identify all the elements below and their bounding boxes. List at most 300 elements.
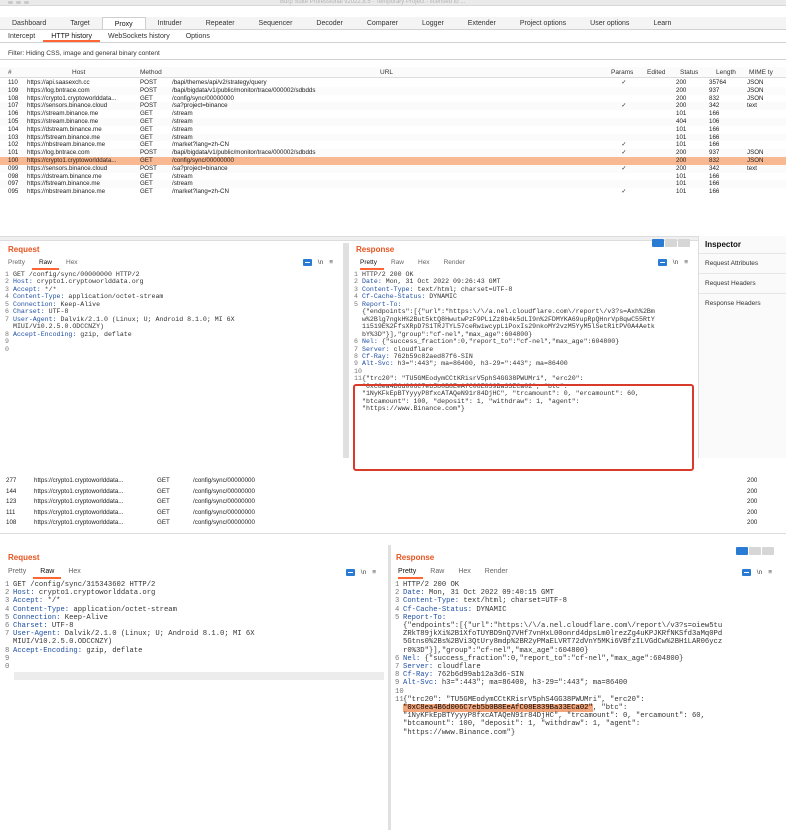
cell-status: 101 <box>676 133 687 141</box>
code-line <box>5 338 340 345</box>
header-value: MIUI/V10.2.5.0.ODCCNZY) <box>13 638 113 647</box>
actions-icon[interactable] <box>303 259 312 266</box>
menu-icon[interactable]: ≡ <box>329 259 333 266</box>
layout-vertical-icon[interactable] <box>678 239 690 247</box>
line-number: 7 <box>5 630 10 639</box>
cell-host: https://crypto1.cryptoworlddata... <box>34 487 124 495</box>
header-name: Cf-Cache-Status: <box>403 605 473 614</box>
request-editor[interactable] <box>5 271 340 353</box>
cell-mime: text <box>747 102 757 110</box>
cell-host: https://sensors.binance.cloud <box>27 102 108 110</box>
response-editor[interactable] <box>395 581 783 737</box>
header-value: UTF-8 <box>47 622 74 631</box>
newline-toggle-icon[interactable]: \n <box>672 259 679 266</box>
request-title: Request <box>8 245 40 254</box>
header-value: */* <box>43 597 61 606</box>
line-number: 7 <box>354 345 358 353</box>
line-number: 3 <box>5 597 10 606</box>
code-line <box>395 688 783 696</box>
header-value: HTTP/2 200 OK <box>362 271 414 278</box>
line-text <box>403 597 567 605</box>
main-tab-decoder[interactable]: Decoder <box>316 20 343 27</box>
header-name: Host: <box>13 589 35 598</box>
pane-divider[interactable] <box>388 545 391 830</box>
code-line <box>354 331 694 338</box>
line-text <box>403 638 722 646</box>
layout-horizontal-icon[interactable] <box>665 239 677 247</box>
table-row[interactable] <box>0 518 786 529</box>
main-tab-sequencer[interactable]: Sequencer <box>258 20 293 27</box>
table-row[interactable] <box>0 497 786 508</box>
line-text <box>362 323 655 330</box>
newline-toggle-icon[interactable]: \n <box>317 259 324 266</box>
table-row[interactable] <box>0 102 786 110</box>
cell-num: 102 <box>8 141 19 149</box>
line-number: 4 <box>5 605 10 614</box>
header-value: ZRkT89jkXi%2B1XfoTUYBD9nQ7VHf7vnHxL00onrd4dpsLm0lrezZg4uKPJKRfNKSfd3aMq0Pd <box>403 630 723 639</box>
line-number: 3 <box>395 597 400 606</box>
header-name: User-Agent: <box>13 630 61 639</box>
col-header-host[interactable]: Host <box>72 69 86 76</box>
cell-status: 200 <box>747 498 758 505</box>
header-name: Content-Type: <box>403 597 460 606</box>
layout-toggle[interactable] <box>652 239 690 247</box>
table-row[interactable] <box>0 165 786 173</box>
line-text <box>13 630 255 638</box>
header-name: Report-To: <box>403 613 447 622</box>
tab-hex[interactable]: Hex <box>66 259 78 266</box>
code-line <box>354 278 694 285</box>
line-number: 4 <box>5 293 9 301</box>
code-line <box>354 375 694 382</box>
cell-status: 200 <box>676 94 687 102</box>
table-row[interactable] <box>0 173 786 181</box>
tab-raw[interactable]: Raw <box>33 567 61 579</box>
code-line <box>395 581 783 589</box>
cell-num: 106 <box>8 110 19 118</box>
cell-host: https://log.bntrace.com <box>27 149 90 157</box>
inspector-item-request-attributes[interactable]: Request Attributes <box>699 253 786 273</box>
cell-num: 097 <box>8 180 19 188</box>
line-number: 0 <box>5 345 9 353</box>
tab-raw[interactable]: Raw <box>430 568 445 575</box>
cell-status: 200 <box>676 79 687 86</box>
request-view-tabs <box>8 567 88 579</box>
table-row[interactable] <box>0 141 786 149</box>
line-text <box>13 271 140 278</box>
header-value: "1NyKFkEpBTYyyyP8fxcATAQeN91r84DjHC", "trcamount": 0, "ercamount": 60, <box>362 390 639 398</box>
main-tab-comparer[interactable]: Comparer <box>366 20 398 27</box>
code-line <box>354 346 694 353</box>
line-number: 8 <box>5 330 9 338</box>
cell-method: GET <box>157 498 170 505</box>
pane-divider[interactable] <box>343 243 349 458</box>
menu-icon[interactable]: ≡ <box>372 569 376 576</box>
window-minimize-icon[interactable] <box>16 1 21 4</box>
main-tab-logger[interactable]: Logger <box>422 20 444 27</box>
code-line <box>354 360 694 367</box>
cell-num: 123 <box>6 498 17 505</box>
window-close-icon[interactable] <box>8 1 13 4</box>
col-header-length[interactable]: Length <box>716 69 736 76</box>
request-pane-2 <box>0 545 388 830</box>
line-number: 9 <box>5 654 10 663</box>
header-name: Alt-Svc: <box>362 360 394 368</box>
history-table-body <box>0 79 786 196</box>
code-line <box>5 308 340 315</box>
code-line <box>354 338 694 345</box>
col-header-num[interactable]: # <box>8 69 12 76</box>
inspector-item-request-headers[interactable]: Request Headers <box>699 273 786 293</box>
table-row[interactable] <box>0 134 786 142</box>
layout-split-icon[interactable] <box>736 547 748 555</box>
cell-url: /bapi/bigdata/v1/public/monitor/trace/000002/sdbdds <box>172 86 316 94</box>
line-text <box>362 293 457 300</box>
header-value: 762b59c82aed87f6-SIN <box>389 352 473 360</box>
col-header-edited[interactable]: Edited <box>647 69 666 76</box>
cell-url: /market?lang=zh-CN <box>172 188 229 196</box>
cell-host: https://crypto1.cryptoworlddata... <box>34 519 124 526</box>
header-name: Date: <box>403 589 425 598</box>
cell-mime: JSON <box>747 79 764 86</box>
line-number: 7 <box>5 315 9 323</box>
inspector-title: Inspector <box>705 240 742 249</box>
cell-host: https://stream.binance.me <box>27 117 99 125</box>
cell-url: /bapi/themes/api/v2/strategy/query <box>172 79 267 86</box>
cell-num: 110 <box>8 79 18 86</box>
line-number: 11 <box>395 695 404 704</box>
cell-url: /bapi/bigdata/v1/public/monitor/trace/000002/sdbdds <box>172 149 316 157</box>
header-value: DYNAMIC <box>425 293 457 301</box>
line-number <box>395 622 403 630</box>
header-value: UTF-8 <box>44 308 69 316</box>
line-text <box>403 630 722 638</box>
line-text <box>403 606 507 614</box>
header-name: Alt-Svc: <box>403 679 438 688</box>
tab-hex[interactable]: Hex <box>418 259 430 266</box>
table-row[interactable] <box>0 87 786 95</box>
menu-icon[interactable]: ≡ <box>684 259 688 266</box>
sub-tab-options[interactable]: Options <box>185 33 210 40</box>
inspector-item-response-headers[interactable]: Response Headers <box>699 293 786 313</box>
request-title: Request <box>8 553 40 562</box>
cell-url: /sa?project=binance <box>172 164 228 172</box>
header-value: "1NyKFkEpBTYyyyP8fxcATAQeN91r84DjHC", "trcamount": 0, "ercamount": 60, <box>403 712 705 721</box>
tab-hex[interactable]: Hex <box>458 568 471 575</box>
response-title: Response <box>396 553 435 562</box>
line-number <box>395 630 403 638</box>
line-number <box>354 331 362 338</box>
actions-icon[interactable] <box>346 569 355 576</box>
line-text <box>403 655 683 663</box>
table-row[interactable] <box>0 79 786 87</box>
header-value: Mon, 31 Oct 2022 09:40:15 GMT <box>424 589 554 598</box>
header-name: Accept-Encoding: <box>13 330 77 338</box>
code-line <box>5 614 385 622</box>
header-value: "https://www.Binance.com"} <box>403 728 516 737</box>
cell-length: 166 <box>709 180 720 188</box>
line-number: 9 <box>354 360 358 368</box>
code-line <box>395 622 783 630</box>
line-text <box>403 589 554 597</box>
line-number: 2 <box>5 589 10 598</box>
line-number: 1 <box>5 271 9 278</box>
tab-pretty[interactable]: Pretty <box>360 258 384 270</box>
current-line-highlight <box>14 672 384 680</box>
cell-params: ✓ <box>621 79 627 86</box>
col-header-mime[interactable]: MIME ty <box>749 69 773 76</box>
table-row[interactable] <box>0 149 786 157</box>
line-number: 2 <box>354 278 358 286</box>
search-results-table <box>0 476 786 529</box>
line-number: 10 <box>354 367 362 375</box>
cell-mime: JSON <box>747 94 764 102</box>
sub-tab-websockets-history[interactable]: WebSockets history <box>107 33 170 40</box>
newline-toggle-icon[interactable]: \n <box>756 569 763 576</box>
code-line <box>395 606 783 614</box>
cell-length: 342 <box>709 164 720 172</box>
table-row[interactable] <box>0 157 786 165</box>
cell-method: GET <box>157 487 170 495</box>
header-value: 5Gtns0%2Bs%2BVi3QtUry8mdp%2BR2yPMaELVRT72dVnY5MKi6VBfzILVGdCw%2BH1LAR06ycz <box>403 638 723 647</box>
inspector-panel <box>698 236 786 458</box>
line-number <box>354 323 362 330</box>
line-number: 6 <box>395 654 400 663</box>
highlight-box <box>353 384 694 471</box>
main-tab-intruder[interactable]: Intruder <box>157 20 182 27</box>
header-value: Dalvik/2.1.0 (Linux; U; Android 8.1.0; MI 6X <box>60 630 255 639</box>
col-header-method[interactable]: Method <box>140 69 162 76</box>
tab-render[interactable]: Render <box>484 568 508 575</box>
header-name: Server: <box>403 663 434 672</box>
code-line <box>5 316 340 323</box>
line-text <box>13 606 177 614</box>
request-editor[interactable] <box>5 581 385 671</box>
header-value: crypto1.cryptoworlddata.org <box>32 278 144 286</box>
header-value: w%2Blg7ngkH%2But5ktQ8HwutwPzF9PLiZz8b4k5dLI9n%2FDMYKA69upRpQHnrVp8qwC55RtY <box>362 315 655 323</box>
line-number <box>5 323 13 330</box>
table-row[interactable] <box>0 508 786 519</box>
cell-num: 108 <box>6 519 17 526</box>
window-maximize-icon[interactable] <box>24 1 29 4</box>
filter-bar[interactable]: Filter: Hiding CSS, image and general binary content <box>0 48 786 60</box>
table-row[interactable] <box>0 487 786 498</box>
cell-method: GET <box>140 172 153 180</box>
main-tab-proxy[interactable]: Proxy <box>102 17 146 29</box>
cell-method: GET <box>140 141 153 149</box>
layout-vertical-icon[interactable] <box>762 547 774 555</box>
line-text <box>403 712 705 720</box>
table-row[interactable] <box>0 95 786 103</box>
code-line <box>5 581 385 589</box>
cell-num: 104 <box>8 125 19 133</box>
code-line <box>395 671 783 679</box>
line-text <box>403 679 627 687</box>
line-text <box>362 301 402 308</box>
code-line <box>354 271 694 278</box>
tab-hex[interactable]: Hex <box>68 568 81 575</box>
cell-host: https://crypto1.cryptoworlddata... <box>27 94 117 102</box>
header-value: bY%3D"}],"group":"cf-nel","max_age":604800} <box>362 330 533 338</box>
cell-length: 166 <box>709 133 720 141</box>
cell-params: ✓ <box>621 149 627 157</box>
code-line <box>5 606 385 614</box>
line-text <box>403 671 524 679</box>
col-header-url[interactable]: URL <box>380 69 394 76</box>
header-value: GET /config/sync/00000000 HTTP/2 <box>13 271 140 278</box>
line-text <box>403 720 640 728</box>
cell-url: /config/sync/00000000 <box>193 498 255 505</box>
table-row[interactable] <box>0 188 786 196</box>
main-tab-repeater[interactable]: Repeater <box>205 20 235 27</box>
main-tab-user-options[interactable]: User options <box>590 20 630 27</box>
line-number: 2 <box>5 278 9 286</box>
cell-num: 100 <box>8 156 19 164</box>
line-text <box>362 346 433 353</box>
line-text <box>362 316 655 323</box>
line-text <box>362 360 568 367</box>
cell-length: 35764 <box>709 79 727 86</box>
code-line <box>5 286 340 293</box>
newline-toggle-icon[interactable]: \n <box>360 569 367 576</box>
line-number <box>354 308 362 315</box>
main-tab-target[interactable]: Target <box>70 20 90 27</box>
header-name: Accept-Encoding: <box>13 646 83 655</box>
cell-length: 937 <box>709 149 720 157</box>
response-pane-2 <box>392 545 786 830</box>
header-value: {"endpoints":[{"url":"https:\/\/a.nel.cloudflare.com\/report\/v3?s=oiew5tu <box>403 622 723 631</box>
cell-method: GET <box>140 125 153 133</box>
header-value: Keep-Alive <box>56 300 101 308</box>
sub-tab-intercept[interactable]: Intercept <box>8 33 36 40</box>
highlighted-match: "0xC8ea4B6d006C7eb5b0B8EeAfC08E839Ba33ECa02" <box>403 704 593 713</box>
code-line <box>395 696 783 704</box>
request-pane-1 <box>0 243 343 473</box>
line-text <box>362 286 512 293</box>
main-tab-dashboard[interactable]: Dashboard <box>12 20 47 27</box>
sub-tab-http-history[interactable]: HTTP history <box>43 31 100 42</box>
line-text <box>13 581 155 589</box>
main-tab-project-options[interactable]: Project options <box>519 20 567 27</box>
cell-status: 101 <box>676 141 687 149</box>
table-row[interactable] <box>0 118 786 126</box>
tab-raw[interactable]: Raw <box>32 258 59 270</box>
cell-num: 095 <box>8 188 19 196</box>
header-value: Dalvik/2.1.0 (Linux; U; Android 8.1.0; MI 6X <box>56 315 235 323</box>
layout-toggle[interactable] <box>736 547 774 555</box>
cell-url: /config/sync/00000000 <box>193 519 255 526</box>
menu-icon[interactable]: ≡ <box>768 569 772 576</box>
cell-url: /config/sync/00000000 <box>193 508 255 516</box>
line-number: 3 <box>5 285 9 293</box>
cell-host: https://crypto1.cryptoworlddata... <box>34 477 124 484</box>
line-text <box>13 597 60 605</box>
header-value: crypto1.cryptoworlddata.org <box>34 589 156 598</box>
col-header-params[interactable]: Params <box>611 69 634 76</box>
actions-icon[interactable] <box>742 569 751 576</box>
line-number: 9 <box>5 338 9 346</box>
cell-method: GET <box>140 110 153 118</box>
header-name: Nel: <box>362 338 378 346</box>
tab-pretty[interactable]: Pretty <box>8 259 25 266</box>
tab-render[interactable]: Render <box>443 259 465 266</box>
col-header-status[interactable]: Status <box>680 69 699 76</box>
cell-num: 109 <box>8 86 19 94</box>
header-value: cloudflare <box>389 345 434 353</box>
line-number: 8 <box>395 671 400 680</box>
cell-method: POST <box>140 79 157 86</box>
cell-num: 144 <box>6 487 17 495</box>
code-line <box>354 308 694 315</box>
header-value: 1i519E%2FfsXRpD7S1TRJTYL57ceRwiwcypLiPoxIs29nkoMY2vzM5YyM5lSetRitPV0A4Aetk <box>362 323 655 331</box>
cell-method: GET <box>157 508 170 516</box>
header-value: gzip, deflate <box>76 330 132 338</box>
header-value: "https://www.Binance.com"} <box>362 405 465 413</box>
header-value: application/octet-stream <box>64 293 164 301</box>
cell-length: 106 <box>709 117 720 125</box>
line-number: 5 <box>354 300 358 308</box>
layout-split-icon[interactable] <box>652 239 664 247</box>
cell-num: 103 <box>8 133 19 141</box>
cell-status: 101 <box>676 172 687 180</box>
code-line <box>5 293 340 300</box>
code-line <box>395 589 783 597</box>
line-number <box>395 638 403 646</box>
code-line <box>5 589 385 597</box>
cell-url: /stream <box>172 172 193 180</box>
tab-raw[interactable]: Raw <box>390 259 404 266</box>
table-row[interactable] <box>0 110 786 118</box>
cell-url: /config/sync/00000000 <box>193 477 255 484</box>
header-value: text/html; charset=UTF-8 <box>459 597 567 606</box>
code-line <box>395 655 783 663</box>
line-text <box>403 729 515 737</box>
line-number: 6 <box>354 338 358 346</box>
table-row[interactable] <box>0 126 786 134</box>
header-name: Content-Type: <box>362 285 414 293</box>
code-line <box>395 720 783 728</box>
header-value: cloudflare <box>433 663 481 672</box>
header-value: h3=":443"; ma=86400, h3-29=":443"; ma=86400 <box>437 679 628 688</box>
tab-pretty[interactable]: Pretty <box>8 568 27 575</box>
header-value: */* <box>40 285 57 293</box>
header-name: Accept: <box>13 285 41 293</box>
cell-status: 101 <box>676 180 687 188</box>
tab-pretty[interactable]: Pretty <box>398 567 423 579</box>
table-row[interactable] <box>0 180 786 188</box>
main-tab-extender[interactable]: Extender <box>467 20 496 27</box>
cell-url: /stream <box>172 110 193 118</box>
cell-length: 937 <box>709 86 720 94</box>
cell-num: 101 <box>8 149 19 157</box>
cell-length: 166 <box>709 188 720 196</box>
layout-horizontal-icon[interactable] <box>749 547 761 555</box>
header-name: Server: <box>362 345 390 353</box>
actions-icon[interactable] <box>658 259 667 266</box>
header-value: {"trc20": "TU5GMEodymCCtKRisrV5phS4GG38PWUMri", "erc20": <box>362 375 584 383</box>
line-number <box>5 638 13 646</box>
main-tab-learn[interactable]: Learn <box>653 20 672 27</box>
cell-url: /config/sync/00000000 <box>193 487 255 495</box>
line-text <box>403 704 627 712</box>
table-row[interactable] <box>0 476 786 487</box>
line-text <box>403 696 645 704</box>
code-line <box>5 278 340 285</box>
cell-url: /stream <box>172 180 193 188</box>
line-text <box>362 375 584 382</box>
header-name: User-Agent: <box>13 315 57 323</box>
code-line <box>354 286 694 293</box>
